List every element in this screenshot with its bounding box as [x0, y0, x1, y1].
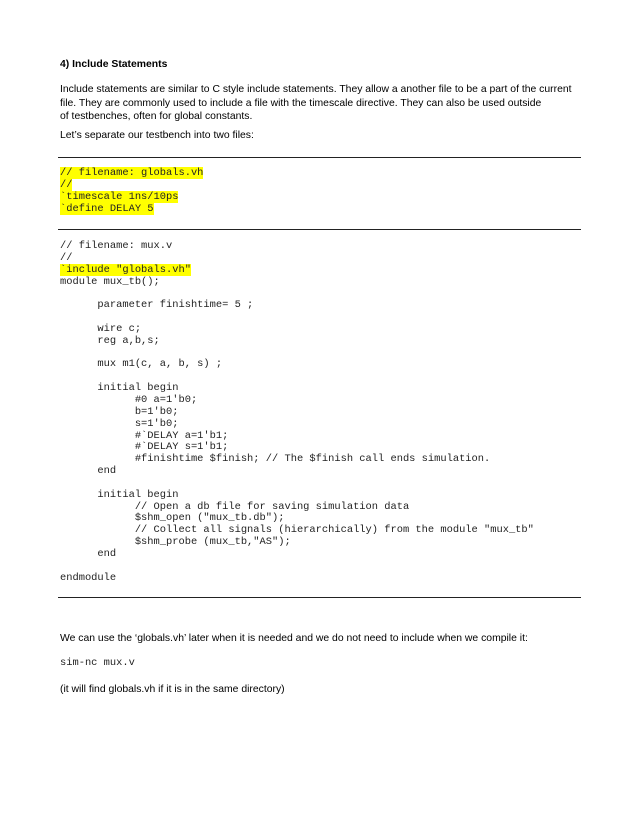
code-line: b=1'b0; [60, 405, 179, 418]
code-line: // Open a db file for saving simulation data [60, 500, 410, 513]
code-line-highlighted: `timescale 1ns/10ps [60, 190, 179, 203]
code-line: end [60, 547, 117, 560]
divider [58, 597, 581, 598]
code-line-highlighted: // filename: globals.vh [60, 167, 204, 179]
code-line-highlighted: `include "globals.vh" [60, 263, 191, 276]
code-line: end [60, 465, 117, 478]
separate-files-text: Let’s separate our testbench into two files: [60, 130, 254, 141]
code-line: $shm_probe (mux_tb,"AS"); [60, 536, 291, 549]
usage-text: We can use the ‘globals.vh’ later when it is needed and we do not need to include when we compile it: [60, 633, 528, 644]
code-line: initial begin [60, 382, 179, 395]
mux-code-block [60, 241, 534, 584]
code-line: // Collect all signals (hierarchically) from the module "mux_tb" [60, 524, 534, 537]
code-line: #`DELAY s=1'b1; [60, 441, 229, 454]
code-line: #0 a=1'b0; [60, 393, 198, 406]
divider [58, 157, 581, 158]
code-line: // filename: mux.v [60, 240, 173, 252]
code-line: initial begin [60, 488, 179, 501]
code-line: // [60, 251, 73, 264]
directory-note: (it will find globals.vh if it is in the same directory) [60, 684, 285, 695]
intro-paragraph [60, 83, 600, 124]
code-line: $shm_open ("mux_tb.db"); [60, 512, 285, 525]
intro-line: of testbenches, often for global constants. [60, 111, 253, 123]
command-line [60, 658, 135, 670]
globals-code-block [60, 168, 203, 215]
code-line-highlighted: // [60, 178, 73, 191]
code-line: reg a,b,s; [60, 334, 160, 347]
divider [58, 229, 581, 230]
compile-command: sim-nc mux.v [60, 657, 135, 669]
code-line: module mux_tb(); [60, 275, 160, 288]
code-line: wire c; [60, 322, 142, 335]
code-line: parameter finishtime= 5 ; [60, 299, 254, 312]
code-line: #finishtime $finish; // The $finish call ends simulation. [60, 453, 491, 466]
intro-line: file. They are commonly used to include a file with the timescale directive. They can also be used outside [60, 97, 542, 109]
intro-line: Include statements are similar to C style include statements. They allow a another file to be a part of the current [60, 84, 572, 95]
code-line-highlighted: `define DELAY 5 [60, 202, 154, 215]
section-heading: 4) Include Statements [60, 59, 168, 70]
code-line: mux m1(c, a, b, s) ; [60, 358, 223, 371]
code-line: #`DELAY a=1'b1; [60, 429, 229, 442]
code-line: s=1'b0; [60, 417, 179, 430]
code-line: endmodule [60, 571, 117, 584]
